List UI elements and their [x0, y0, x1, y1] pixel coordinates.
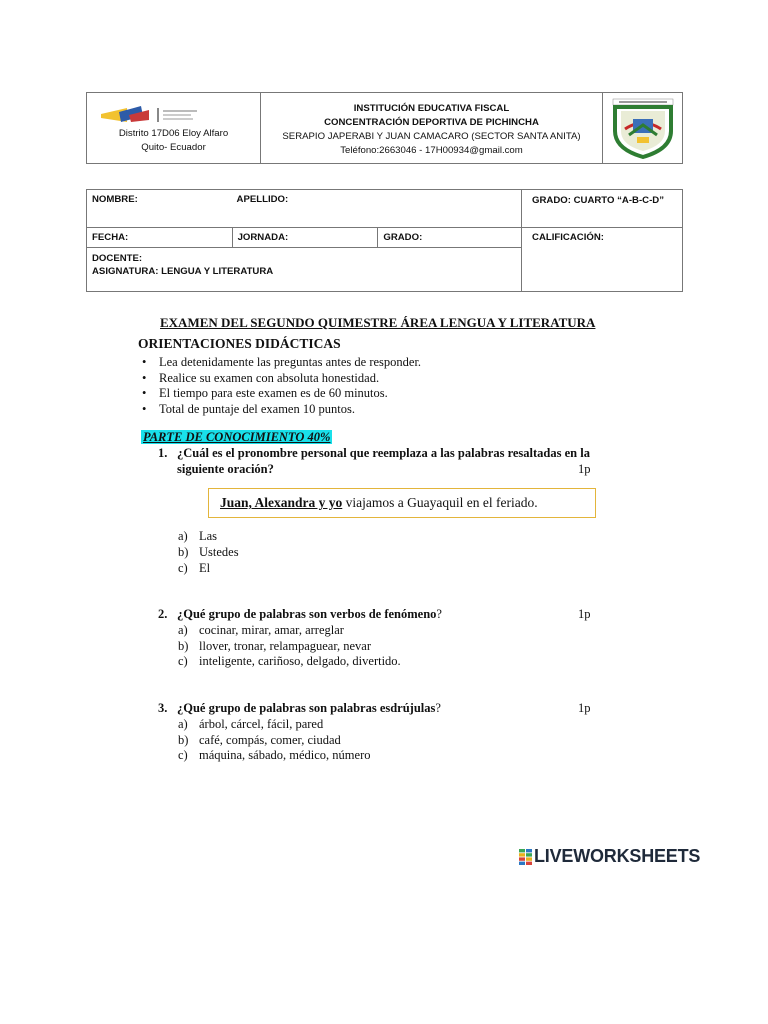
asignatura-label: ASIGNATURA: LENGUA Y LITERATURA	[92, 266, 274, 277]
q1-option-b[interactable]: b) Ustedes	[178, 545, 239, 559]
address-text: SERAPIO JAPERABI Y JUAN CAMACARO (SECTOR SANTA ANITA)	[282, 131, 581, 142]
grado-cuarto-label: GRADO: CUARTO “A-B-C-D”	[532, 195, 665, 206]
district-text: Distrito 17D06 Eloy Alfaro	[118, 128, 229, 139]
q3-option-b[interactable]: b) café, compás, comer, ciudad	[178, 732, 341, 747]
concentration-name: CONCENTRACIÓN DEPORTIVA DE PICHINCHA	[324, 117, 539, 128]
q2-option-b[interactable]: b) llover, tronar, relampaguear, nevar	[178, 638, 372, 653]
nombre-label: NOMBRE:	[92, 194, 138, 205]
city-text: Quito- Ecuador	[141, 142, 206, 153]
q2-option-c[interactable]: c) inteligente, cariñoso, delgado, divertido.	[178, 654, 401, 668]
q3-number: 3.	[158, 701, 168, 715]
institution-header	[86, 92, 683, 164]
q2-option-a[interactable]: a) cocinar, mirar, amar, arreglar	[178, 623, 344, 637]
q2-points: 1p	[578, 607, 591, 621]
q1-points: 1p	[578, 462, 591, 476]
jornada-cell[interactable]	[232, 228, 378, 248]
grado-label: GRADO:	[383, 232, 423, 243]
q3-option-a[interactable]: a) árbol, cárcel, fácil, pared	[178, 717, 324, 731]
grado-cell[interactable]	[378, 228, 522, 248]
q2-text: ¿Qué grupo de palabras son verbos de fenómeno?	[177, 607, 442, 621]
apellido-label: APELLIDO:	[236, 194, 289, 205]
calificacion-label: CALIFICACIÓN:	[532, 232, 604, 243]
header-center-cell	[261, 93, 603, 163]
institution-name: INSTITUCIÓN EDUCATIVA FISCAL	[353, 103, 510, 114]
q1-text-line2: siguiente oración?	[177, 462, 274, 476]
fecha-label: FECHA:	[92, 232, 129, 243]
q3-options	[178, 717, 370, 764]
school-shield-emblem	[607, 95, 679, 159]
q2-number: 2.	[158, 607, 168, 621]
calificacion-cell[interactable]	[522, 228, 683, 292]
q3-option-c[interactable]: c) máquina, sábado, médico, número	[178, 748, 371, 762]
grado-cuarto-cell	[522, 190, 683, 228]
jornada-label: JORNADA:	[237, 232, 289, 243]
q1-option-c[interactable]: c) El	[178, 561, 211, 575]
q3-text: ¿Qué grupo de palabras son palabras esdrújulas?	[177, 701, 441, 715]
liveworksheets-mark-icon	[519, 849, 533, 865]
q1-text-line1: ¿Cuál es el pronombre personal que reemplaza a las palabras resaltadas en la	[177, 446, 590, 460]
instruction-item: • Total de puntaje del examen 10 puntos.	[142, 401, 355, 416]
q1-option-a[interactable]: a) Las	[178, 529, 218, 543]
instruction-item: • El tiempo para este examen es de 60 minutos.	[142, 386, 388, 400]
section-heading: PARTE DE CONOCIMIENTO 40%	[143, 430, 331, 444]
orientaciones-heading: ORIENTACIONES DIDÁCTICAS	[138, 336, 341, 351]
q1-sentence-box	[208, 488, 596, 518]
q2-options	[178, 623, 401, 670]
liveworksheets-text: LIVEWORKSHEETS	[534, 846, 701, 866]
q3-points: 1p	[578, 701, 591, 715]
q1-options	[178, 528, 239, 576]
instruction-item: • Realice su examen con absoluta honestidad.	[142, 370, 380, 385]
q1-highlighted-words: Juan, Alexandra y yo	[220, 495, 343, 510]
nombre-apellido-cell[interactable]	[87, 190, 522, 228]
fecha-cell[interactable]	[87, 228, 233, 248]
header-left-cell	[87, 93, 261, 163]
student-info-table	[86, 189, 683, 292]
header-right-cell	[603, 93, 682, 163]
ministry-logo	[101, 102, 221, 124]
instruction-item: • Lea detenidamente las preguntas antes de responder.	[142, 355, 422, 369]
liveworksheets-logo	[519, 847, 719, 867]
exam-title: EXAMEN DEL SEGUNDO QUIMESTRE ÁREA LENGUA Y LITERATURA	[160, 315, 596, 330]
contact-text: Teléfono:2663046 - 17H00934@gmail.com	[340, 145, 523, 156]
instructions-list	[142, 355, 421, 417]
q1-sentence-rest: viajamos a Guayaquil en el feriado.	[342, 495, 538, 510]
docente-label: DOCENTE:	[92, 253, 143, 264]
q1-number: 1.	[158, 446, 168, 460]
docente-cell[interactable]	[87, 248, 522, 292]
